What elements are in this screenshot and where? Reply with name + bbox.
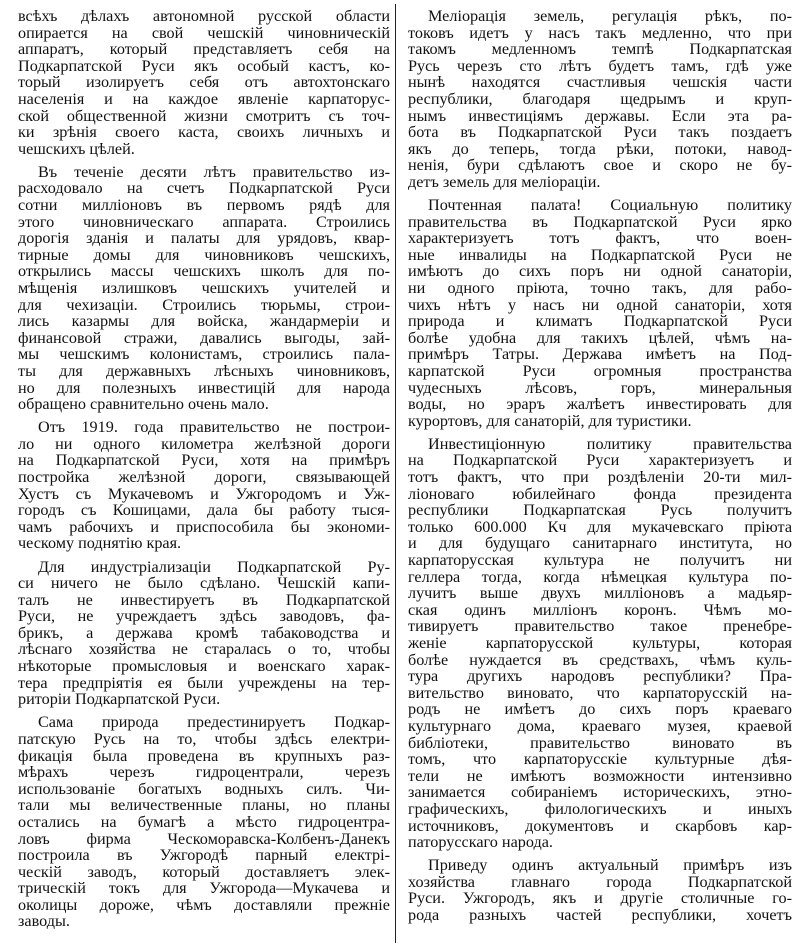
text-line: Въ теченіе десяти лѣтъ правительство из- bbox=[38, 162, 390, 181]
text-line: источниковъ, документовъ и скарбовъ кар- bbox=[408, 816, 792, 835]
text-line: трическій токъ для Ужгорода—Мукачева и bbox=[18, 879, 390, 898]
text-line: постройка желѣзной дороги, связывающей bbox=[18, 468, 390, 487]
text-line: лучитъ выше двухъ милліоновъ а мадьяр- bbox=[408, 584, 792, 603]
paragraph bbox=[18, 164, 390, 413]
text-line: природа и климатъ Подкарпатской Руси bbox=[408, 312, 792, 331]
text-line: ловъ фирма Ческоморавска-Колбенъ-Данекъ bbox=[18, 829, 390, 848]
text-line: ліоноваго юбилейнаго фонда президента bbox=[408, 484, 792, 503]
text-line: на Подкарпатской Руси, хотя на примѣръ bbox=[18, 451, 390, 470]
paragraph bbox=[18, 8, 390, 157]
text-line: хозяйства главнаго города Подкарпатской bbox=[408, 872, 792, 891]
text-line: для чехизаціи. Строились тюрьмы, строи- bbox=[18, 295, 390, 314]
text-line: си ничего не было сдѣлано. Чешскій капи- bbox=[18, 574, 390, 593]
text-line: обращено сравнительно очень мало. bbox=[18, 395, 269, 414]
paragraph bbox=[408, 857, 792, 923]
text-line: ческому поднятію края. bbox=[18, 534, 182, 553]
text-line: чешскихъ цѣлей. bbox=[18, 139, 135, 158]
text-line: паторусскаго народа. bbox=[408, 833, 553, 852]
text-line: и для будущаго санитарнаго института, но bbox=[408, 534, 792, 553]
text-line: патскую Русь на то, чтобы здѣсь електри- bbox=[18, 729, 390, 748]
text-line: расходовало на счетъ Подкарпатской Руси bbox=[18, 179, 390, 198]
text-line: воды, но эраръ жалѣетъ инвестировать для bbox=[408, 395, 792, 414]
text-line: риторіи Подкарпатской Руси. bbox=[18, 690, 221, 709]
text-line: женіе карпаторусской культуры, которая bbox=[408, 633, 792, 652]
right-column bbox=[408, 8, 792, 930]
text-line: этого чиновническаго аппарата. Строились bbox=[18, 212, 390, 231]
text-line: ты для державныхъ лѣсныхъ чиновниковъ, bbox=[18, 361, 390, 380]
text-line: Хустъ съ Мукачевомъ и Ужгородомъ и Уж- bbox=[18, 484, 390, 503]
text-line: мѣщенія излишковъ чешскихъ учителей и bbox=[18, 279, 390, 297]
text-line: Для индустріализаціи Подкарпатской Ру- bbox=[38, 557, 390, 576]
text-line: рода разныхъ частей республики, хочетъ bbox=[408, 905, 792, 924]
paragraph bbox=[18, 714, 390, 930]
paragraph bbox=[408, 197, 792, 429]
text-line: Руси. Ужгородъ, якъ и другіе столичные го- bbox=[408, 889, 792, 908]
text-line: республики, благодаря щедрымъ и круп- bbox=[408, 89, 792, 108]
text-line: Отъ 1919. года правительство не построи- bbox=[38, 418, 390, 437]
text-line: Инвестиціонную политику правительства bbox=[428, 434, 792, 453]
text-line: токовъ идетъ у насъ такъ медленно, что при bbox=[408, 23, 792, 42]
text-line: такомъ медленномъ темпѣ Подкарпатская bbox=[408, 40, 792, 59]
text-line: геллера тогда, когда нѣмецкая культура по- bbox=[408, 567, 792, 586]
text-line: нымъ инвестиціямъ державы. Если эта ра- bbox=[408, 106, 792, 125]
text-line: но для полезныхъ инвестицій для народа bbox=[18, 378, 390, 397]
text-line: Русь черезъ сто лѣтъ будетъ тамъ, гдѣ уже bbox=[408, 56, 792, 75]
text-line: характеризуетъ тотъ фактъ, что воен- bbox=[408, 229, 792, 248]
text-line: карпаторусская культура не получитъ ни bbox=[408, 551, 792, 569]
text-line: чамъ рабочихъ и приспособила бы экономи- bbox=[18, 517, 390, 536]
text-line: тура другихъ народовъ республики? Пра- bbox=[408, 667, 792, 686]
text-line: курортовъ, для санаторій, для туристики. bbox=[408, 411, 692, 430]
text-line: родъ не имѣетъ до сихъ поръ краеваго bbox=[408, 700, 792, 719]
text-line: библіотеки, правительство виновато въ bbox=[408, 733, 792, 752]
text-line: Приведу одинъ актуальный примѣръ изъ bbox=[428, 856, 792, 875]
text-line: финансовой стражи, давались выгоды, зай- bbox=[18, 328, 390, 347]
text-line: тали мы величественные планы, но планы bbox=[18, 796, 390, 815]
text-line: графическихъ, филологическихъ и иныхъ bbox=[408, 799, 792, 818]
text-line: тера предпріятія ея были учреждены на тер- bbox=[18, 673, 390, 692]
text-line: торый изолируетъ себя отъ автохтонскаго bbox=[18, 73, 390, 92]
text-line: примѣръ Татры. Держава имѣетъ на Под- bbox=[408, 345, 792, 364]
text-line: открылись массы чешскихъ школъ для по- bbox=[18, 262, 390, 281]
text-line: Руси, не учреждаетъ здѣсь заводовъ, фа- bbox=[18, 607, 390, 626]
text-line: лѣснаго хозяйства не старалась о то, чтобы bbox=[18, 640, 390, 659]
text-line: населенія и на каждое явленіе карпаторус- bbox=[18, 89, 390, 108]
text-line: нынѣ находятся счастливыя чешскія части bbox=[408, 73, 792, 92]
text-line: тели не имѣютъ возможности интензивно bbox=[408, 766, 792, 785]
text-line: ные инвалиды на Подкарпатской Руси не bbox=[408, 245, 792, 264]
text-line: только 600.000 Кч для мукачевскаго пріюта bbox=[408, 517, 792, 536]
text-line: на Подкарпатской Руси характеризуетъ и bbox=[408, 451, 792, 470]
text-line: ло ни одного километра желѣзной дороги bbox=[18, 434, 390, 453]
text-line: тотъ фактъ, что при роздѣленіи 20-ти мил- bbox=[408, 468, 792, 487]
text-line: тивируетъ правительство такое пренебре- bbox=[408, 617, 792, 636]
text-line: томъ, что карпаторусскіе культурные дѣя- bbox=[408, 750, 792, 769]
text-line: лись казармы для войска, жандармеріи и bbox=[18, 312, 390, 331]
text-line: брикъ, а держава кромѣ табаководства и bbox=[18, 623, 390, 642]
text-line: ской общественной жизни смотритъ съ точ- bbox=[18, 106, 390, 125]
text-line: культурнаго дома, краеваго музея, краевой bbox=[408, 716, 792, 735]
text-line: Сама природа предестинируетъ Подкар- bbox=[38, 713, 390, 732]
text-line: ческій заводъ, который доставляетъ элек- bbox=[18, 862, 390, 881]
text-line: бота въ Подкарпатской Руси такъ поздаетъ bbox=[408, 123, 792, 142]
text-line: занимается собираніемъ историческихъ, этно- bbox=[408, 783, 792, 802]
text-line: построила въ Ужгородѣ парный електрі- bbox=[18, 846, 390, 865]
column-divider bbox=[395, 4, 396, 943]
text-line: сотни милліоновъ въ первомъ рядѣ для bbox=[18, 196, 390, 215]
text-line: правительства въ Подкарпатской Руси ярко bbox=[408, 212, 792, 231]
text-line: нѣкоторые промысловыя и военскаго харак- bbox=[18, 657, 390, 676]
paragraph bbox=[18, 559, 390, 708]
text-line: детъ земель для меліораціи. bbox=[408, 172, 601, 191]
text-line: якъ до теперь, тогда рѣки, потоки, навод- bbox=[408, 139, 792, 158]
text-line: заводы. bbox=[18, 912, 70, 931]
text-line: вительство виновато, что карпаторусскій на- bbox=[408, 683, 792, 702]
text-line: болѣе удобна для такихъ цѣлей, чѣмъ на- bbox=[408, 328, 792, 347]
text-line: талъ не инвестируетъ въ Подкарпатской bbox=[18, 590, 390, 609]
text-line: опирается на свой чешскій чиновническій bbox=[18, 23, 390, 42]
text-line: имѣютъ до сихъ поръ ни одной санаторіи, bbox=[408, 262, 792, 281]
text-line: карпатской Руси огромныя пространства bbox=[408, 361, 792, 380]
text-line: Меліорація земель, регулація рѣкъ, по- bbox=[428, 7, 792, 25]
text-line: ская одинъ милліонъ коронъ. Чѣмъ мо- bbox=[408, 600, 792, 619]
text-line: чихъ нѣтъ у насъ ни одной санаторіи, хотя bbox=[408, 295, 792, 314]
text-line: аппаратъ, который представляетъ себя на bbox=[18, 40, 390, 59]
text-line: околицы дороже, чѣмъ доставляли прежніе bbox=[18, 895, 390, 914]
paragraph bbox=[408, 436, 792, 851]
text-line: тирные домы для чиновниковъ чешскихъ, bbox=[18, 245, 390, 264]
text-line: всѣхъ дѣлахъ автономной русской области bbox=[18, 7, 390, 25]
text-line: ки зрѣнія своего каста, своихъ личныхъ и bbox=[18, 123, 390, 142]
text-line: чудесныхъ лѣсовъ, горъ, минеральныя bbox=[408, 378, 792, 397]
text-line: мѣрахъ черезъ гидроцентрали, черезъ bbox=[18, 763, 390, 782]
text-line: ни одного пріюта, точно такъ, для рабо- bbox=[408, 279, 792, 297]
text-line: использованіе богатыхъ водныхъ силъ. Чи- bbox=[18, 779, 390, 798]
text-line: Подкарпатской Руси якъ особый кастъ, ко- bbox=[18, 56, 390, 75]
text-line: дорогія зданія и палаты для урядовъ, квар- bbox=[18, 229, 390, 248]
text-line: республики Подкарпатская Русь получитъ bbox=[408, 501, 792, 520]
left-column bbox=[18, 8, 390, 937]
text-line: мы чешскимъ колонистамъ, строились пала- bbox=[18, 345, 390, 364]
text-line: ненія, бури сдѣлаютъ свое и скоро не бу- bbox=[408, 156, 792, 175]
text-line: Почтенная палата! Социальную политику bbox=[428, 196, 792, 215]
text-line: фикація была проведена въ крупныхъ раз- bbox=[18, 746, 390, 765]
text-line: болѣе нуждается въ средствахъ, чѣмъ куль- bbox=[408, 650, 792, 669]
paragraph bbox=[18, 419, 390, 552]
text-line: городъ съ Кошицами, дала бы работу тыся- bbox=[18, 501, 390, 520]
text-line: остались на бумагѣ а мѣсто гидроцентра- bbox=[18, 812, 390, 831]
paragraph bbox=[408, 8, 792, 191]
